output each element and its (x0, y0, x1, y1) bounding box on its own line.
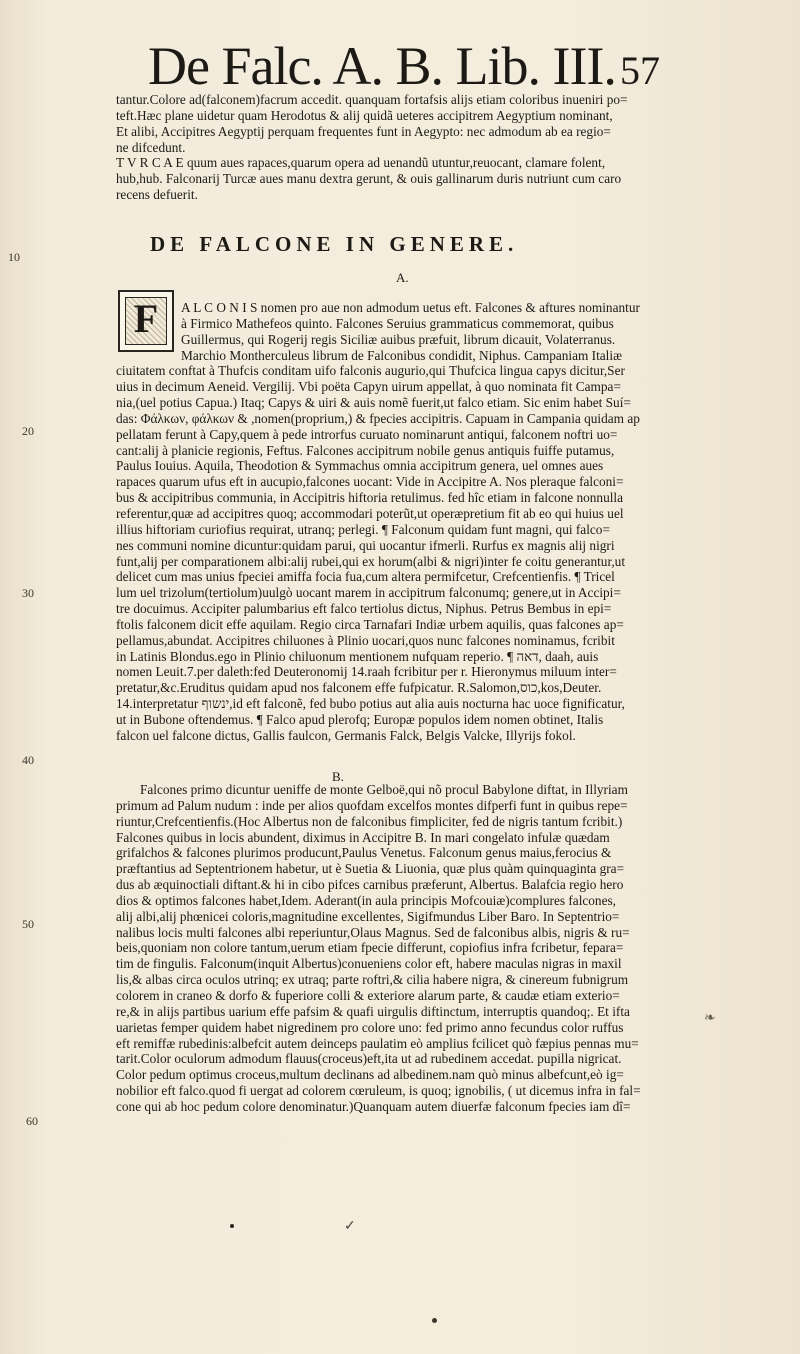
text-line: eft remiffæ rubedinis:albefcit autem deinceps paulatim eò amplius fcilicet quò fæpius pennas mu= (116, 1035, 639, 1051)
text-line: tarit.Color oculorum admodum flauus(croceus)eft,ita ut ad rubedinem accedat. pupilla nigricat. (116, 1051, 622, 1067)
text-line: funt,alij per comparationem albi:alij rubei,qui ex horum(albi & nigri)inter fe coitu generantur,ut (116, 553, 626, 569)
initial-letter: F (133, 296, 159, 341)
text-line: colorem in craneo & dorfo & fuperiore colli & exteriore alarum parte, & caudæ etiam exterio= (116, 987, 620, 1003)
text-line: nia,(uel potius Capua.) Itaq; Capys & uiri & auis nomẽ fuerit,ut falco etiam. Sic enim habet Suí= (116, 395, 631, 411)
ink-dot (230, 1224, 234, 1228)
text-line: cant:alij à planicie regionis, Feftus. Falcones accipitrum nobile genus antiquis fuiffe putamus, (116, 442, 615, 458)
text-line: in Latinis Blondus.ego in Plinio chiluonum mentionem nufquam reperio. ¶ דאה, daah, auis (116, 648, 599, 664)
margin-line-number: 60 (26, 1114, 38, 1128)
text-line: dus ab æquinoctiali diftant.& hi in cibo pifces carnibus præferunt, Albertus. Balafcia regio hero (116, 877, 624, 893)
text-line: primum ad Palum nudum : inde per alios quofdam excelfos montes difperfi funt in quibus repe= (116, 797, 628, 813)
text-line: lis,& albas circa oculos utrinq; ex utraq; parte roftri,& cilia habere nigra, & cinereum fubnigrum (116, 972, 629, 988)
text-line: illius hiftoriam curiofius requirat, utranq; perlegi. ¶ Falconum quidam funt magni, qui falco= (116, 521, 610, 537)
text-line: grifalchos & falcones plurimos producunt,Paulus Venetus. Falconum genus maius,ferocius & (116, 845, 612, 861)
margin-line-number: 10 (8, 250, 20, 264)
text-line: nobilior eft falco.quod fi uergat ad colorem cœruleum, is quoq; ignobilis, ( ut dicemus infra in fal= (116, 1083, 641, 1099)
text-line: A L C O N I S nomen pro aue non admodum uetus eft. Falcones & aftures nominantur (181, 300, 640, 315)
text-line: dios & optimos falcones habet,Idem. Aderant(in aula principis Mofcouiæ)complures falcones, (116, 892, 616, 908)
text-line: uius in decimum Aeneid. Vergilij. Vbi poëta Capyn uirum appellat, à quo nominata fit Campa= (116, 379, 621, 395)
text-line: alij albi,alij phœnicei coloris,magnitudine excellentes, Sigifmundus Liber Baro. In Septentrio= (116, 908, 620, 924)
margin-line-number: 30 (22, 586, 34, 600)
text-line: Falcones quibus in locis abundent, diximus in Accipitre B. In mari congelato infulæ quædam (116, 829, 610, 845)
ink-mark-icon: ✓ (344, 1219, 356, 1234)
page-number: 57 (620, 48, 660, 93)
text-line: re,& in alijs partibus uarium effe pafsim & quafi uirgulis diftinctum, interruptis quandoq;. Et ifta (116, 1003, 630, 1019)
text-line: nalibus locis multi falcones albi reperiuntur,Olaus Magnus. Sed de falconibus albis, nigris & ru= (116, 924, 630, 940)
text-line: bus & accipitribus communia, in Accipitris hiftoria retulimus. fed hîc etiam in falcone nonnulla (116, 490, 624, 506)
subsection-label: B. (332, 769, 344, 784)
subsection-label: A. (396, 270, 409, 285)
text-line: pellamus,abundat. Accipitres chiluones à Plinio uocari,quos nunc falcones nominamus, fcribit (116, 632, 615, 648)
text-line: hub,hub. Falconarij Turcæ aues manu dextra gerunt, & ouis gallinarum duris nutriunt cum caro (116, 171, 622, 187)
section-title: DE FALCONE IN GENERE. (150, 232, 519, 256)
section-a-text (116, 300, 676, 744)
text-line: tre docuimus. Accipiter palumbarius eft falco tertiolus dictus, Niphus. Petrus Bembus in epi= (116, 601, 612, 617)
text-line: falcon uel falcone dictus, Gallis faulcon, Germanis Falck, Belgis Valcke, Illyrijs fokol. (116, 727, 576, 743)
text-line: uarietas femper quidem habet nigredinem pro colore uno: fed primo anno fecundus color ruffus (116, 1019, 624, 1035)
running-head: De Falc. A. B. Lib. III. (148, 36, 616, 96)
text-line: recens defuerit. (116, 187, 198, 203)
text-line: beis,quoniam non colore tantum,uerum etiam fpecie differunt, copiofius infra fcribetur, fepara= (116, 940, 624, 956)
text-line: delicet cum mas unius fpeciei amiffa focia fua,cum altera permifcetur, Crefcentienfis. ¶ Tricel (116, 569, 615, 585)
text-line: das: Φάλκων, φάλκων & ,nomen(proprium,) & fpecies accipitris. Capuam in Campania quidam ap (116, 410, 640, 426)
text-line: Color pedum optimus croceus,multum declinans ad albedinem.nam quò minus albefcunt,eò ig= (116, 1067, 624, 1083)
text-line: tantur.Colore ad(falconem)facrum accedit. quanquam fortafsis alijs etiam coloribus inueniri po= (116, 92, 628, 107)
text-line: Et alibi, Accipitres Aegyptij perquam frequentes funt in Aegypto: nec admodum ab ea regio= (116, 123, 611, 139)
text-line: teft.Hæc plane uidetur quam Herodotus & alij quidã ueteres accipitrem Aegyptium nominant, (116, 107, 613, 123)
page-header (118, 36, 678, 96)
text-line: rapaces quarum ufus eft in aucupio,falcones uocant: Vide in Accipitre A. Nos pleraque falconi= (116, 474, 624, 490)
text-line: Marchio Montherculeus librum de Falconibus condidit, Niphus. Campaniam Italiæ (181, 347, 622, 363)
text-line: Guillermus, qui Rogerij regis Siciliæ auibus præfuit, librum dicauit, Volaterranus. (181, 331, 616, 347)
flower-ornament-icon: ❧ (704, 1011, 716, 1026)
intro-paragraph (116, 92, 676, 203)
text-line: riuntur,Crefcentienfis.(Hoc Albertus non de falconibus fimpliciter, fed de nigris tantum fcribit.) (116, 813, 623, 829)
text-line: nomen Leuit.7.per daleth:fed Deuteronomij 14.raah fcribitur per r. Hieronymus miluum inter= (116, 664, 617, 680)
text-line: nes communi nomine dicuntur:quidam parui, qui uocantur ifmerli. Rurfus ex magnis alij nigri (116, 537, 615, 553)
text-line: à Firmico Mathefeos quinto. Falcones Seruius grammaticus commemorat, quibus (181, 315, 614, 331)
margin-line-number: 50 (22, 917, 34, 931)
text-line: referentur,quæ ad accipitres quoq; accommodari poterũt,ut operæpretium fit ab eo qui huius uel (116, 505, 624, 521)
text-line: lum uel trizolum(tertiolum)uulgò uocant marem in accipitrum falconumq; genere,ut in Accipi= (116, 585, 621, 601)
text-line: ut in Bubone oftendemus. ¶ Falco apud plerofq; Europæ populos idem nomen obtinet, Italis (116, 711, 604, 727)
ink-dot (432, 1318, 437, 1323)
text-line: T V R C A E quum aues rapaces,quarum opera ad uenandũ utuntur,reuocant, clamare folent, (116, 155, 606, 171)
text-line: Paulus Iouius. Aquila, Theodotion & Symmachus omnia accipitrum genera, uel omnes aues (116, 458, 604, 474)
text-line: tim de fingulis. Falconum(inquit Albertus)conueniens color eft, habere maculas nigras in maxil (116, 956, 622, 972)
text-line: præftantius ad Septentrionem habetur, ut è Suetia & Liuonia, quæ plus quàm quinquaginta gra= (116, 861, 625, 877)
text-line: ne difcedunt. (116, 139, 186, 155)
text-line: cone qui ab hoc pedum colore denominatur.)Quanquam autem diuerfæ falconum fpecies iam dî= (116, 1098, 631, 1114)
margin-line-number: 40 (22, 753, 34, 767)
text-line: 14.interpretatur ינשוף,id eft falconẽ, fed bubo potius aut alia auis nocturna hac uoce fignificatur, (116, 696, 625, 712)
text-line: pellatam ferunt à Capy,quem à pede introrfus curuato nominarunt antiqui, falconem noftri uo= (116, 426, 618, 442)
text-line: ftolis falconem dicit effe aquilam. Regio circa Tarnafari Indiæ urbem aquilis, quas falcones ap= (116, 616, 624, 632)
text-line: pretatur,&c.Eruditus quidam apud nos falconem effe fufpicatur. R.Salomon,כוס,kos,Deuter. (116, 680, 602, 696)
text-line: ciuitatem conftat à Thufcis conditam uifo falconis augurio,qui Thufcica lingua capys dicitur,Ser (116, 363, 625, 379)
text-line: Falcones primo dicuntur ueniffe de monte Gelboë,qui nõ procul Babylone diftat, in Illyriam (140, 782, 628, 797)
margin-line-number: 20 (22, 424, 34, 438)
section-b-text (116, 782, 676, 1115)
